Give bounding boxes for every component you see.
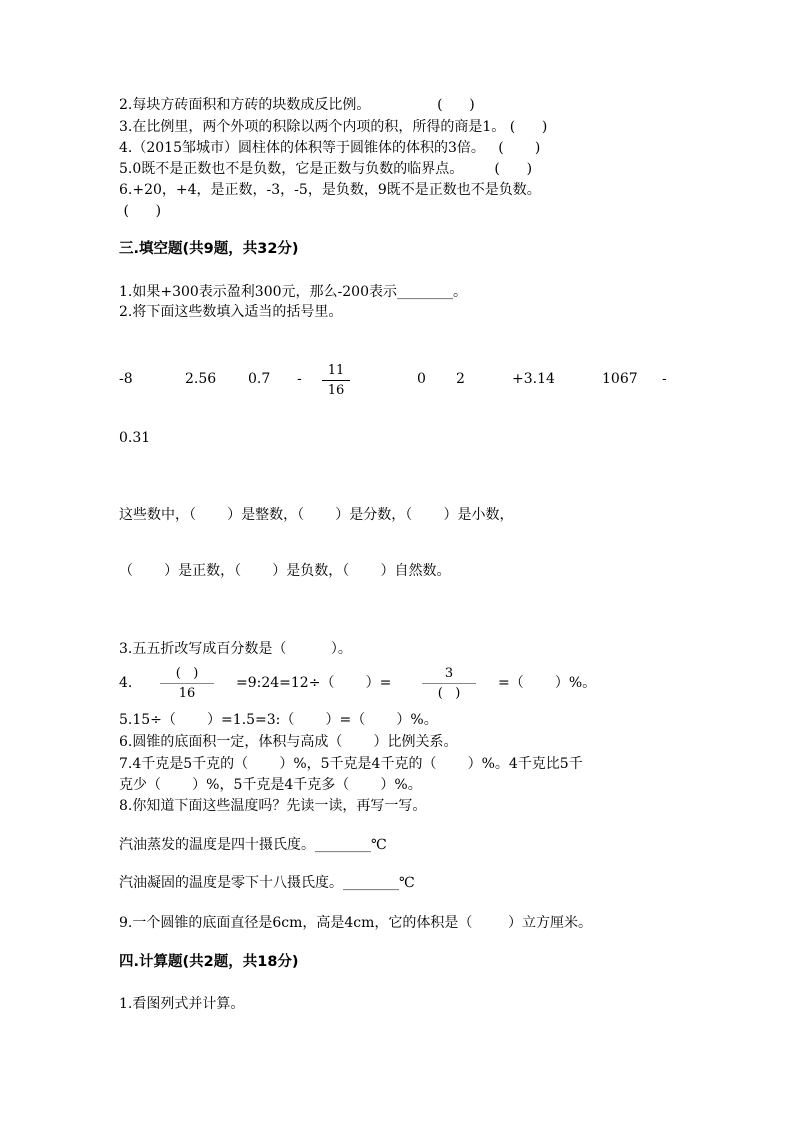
fill-q4-fraction-2	[422, 666, 476, 701]
fill-q8-b: 汽油凝固的温度是零下十八摄氏度。________℃	[119, 875, 415, 891]
number-item: -8	[119, 371, 133, 387]
fraction-bar	[160, 683, 214, 684]
judge-item-5: 5.0既不是正数也不是负数，它是正数与负数的临界点。 ( )	[119, 161, 533, 177]
fill-section-heading: 三.填空题(共9题，共32分)	[119, 241, 299, 257]
fill-q8-a: 汽油蒸发的温度是四十摄氏度。________℃	[119, 837, 387, 853]
number-item: 2	[456, 371, 465, 387]
fill-q2: 2.将下面这些数填入适当的括号里。	[119, 304, 343, 320]
fill-q1: 1.如果+300表示盈利300元，那么-200表示________。	[119, 284, 467, 300]
judge-item-6-blank: ( )	[119, 203, 162, 219]
fill-q4-label: 4.	[119, 675, 133, 691]
judge-item-6: 6.+20，+4，是正数，-3，-5，是负数，9既不是正数也不是负数。	[119, 182, 541, 198]
fraction-bar	[322, 380, 350, 381]
judge-item-2: 2.每块方砖面积和方砖的块数成反比例。 ( )	[119, 97, 475, 113]
negative-sign: -	[662, 371, 667, 387]
negative-sign: -	[297, 371, 302, 387]
number-item: +3.14	[512, 371, 555, 387]
fraction-bar	[422, 683, 476, 684]
number-item: 0	[417, 371, 426, 387]
fill-q7-line2: 克少（ ）%，5千克是4千克多（ ）%。	[119, 777, 422, 793]
number-item: 2.56	[185, 371, 217, 387]
fraction-denominator: 16	[327, 383, 345, 398]
fraction-denominator: 16	[178, 686, 196, 701]
fill-q8: 8.你知道下面这些温度吗？先读一读，再写一写。	[119, 798, 427, 814]
fraction-numerator: ( )	[175, 666, 199, 681]
calc-q1: 1.看图列式并计算。	[119, 996, 245, 1012]
fill-q4-tail: =（ ）%。	[498, 675, 597, 691]
number-item: 0.31	[119, 430, 151, 446]
fill-q7-line1: 7.4千克是5千克的（ ）%，5千克是4千克的（ ）%。4千克比5千	[119, 756, 583, 772]
fill-q6: 6.圆锥的底面积一定，体积与高成（ ）比例关系。	[119, 734, 458, 750]
fraction-eleven-sixteenths	[322, 363, 350, 398]
fill-q2-line2: （ ）是正数，（ ）是负数，（ ）自然数。	[119, 563, 451, 579]
fill-q3: 3.五五折改写成百分数是（ ）。	[119, 641, 352, 657]
fill-q4-middle: =9:24=12÷（ ）=	[236, 675, 392, 691]
fill-q4-fraction-1	[160, 666, 214, 701]
fill-q2-line1: 这些数中，（ ）是整数，（ ）是分数，（ ）是小数，	[119, 507, 514, 523]
fill-q9: 9.一个圆锥的底面直径是6cm，高是4cm，它的体积是（ ）立方厘米。	[119, 915, 593, 931]
fill-q5: 5.15÷（ ）=1.5=3:（ ）=（ ）%。	[119, 712, 438, 728]
number-item: 1067	[602, 371, 638, 387]
fraction-denominator: ( )	[437, 686, 461, 701]
number-item: 0.7	[248, 371, 271, 387]
judge-item-4: 4.（2015邹城市）圆柱体的体积等于圆锥体的体积的3倍。 ( )	[119, 140, 541, 156]
fraction-numerator: 3	[444, 666, 454, 681]
fraction-numerator: 11	[327, 363, 345, 378]
calc-section-heading: 四.计算题(共2题，共18分)	[119, 954, 299, 970]
judge-item-3: 3.在比例里，两个外项的积除以两个内项的积，所得的商是1。 ( )	[119, 119, 548, 135]
